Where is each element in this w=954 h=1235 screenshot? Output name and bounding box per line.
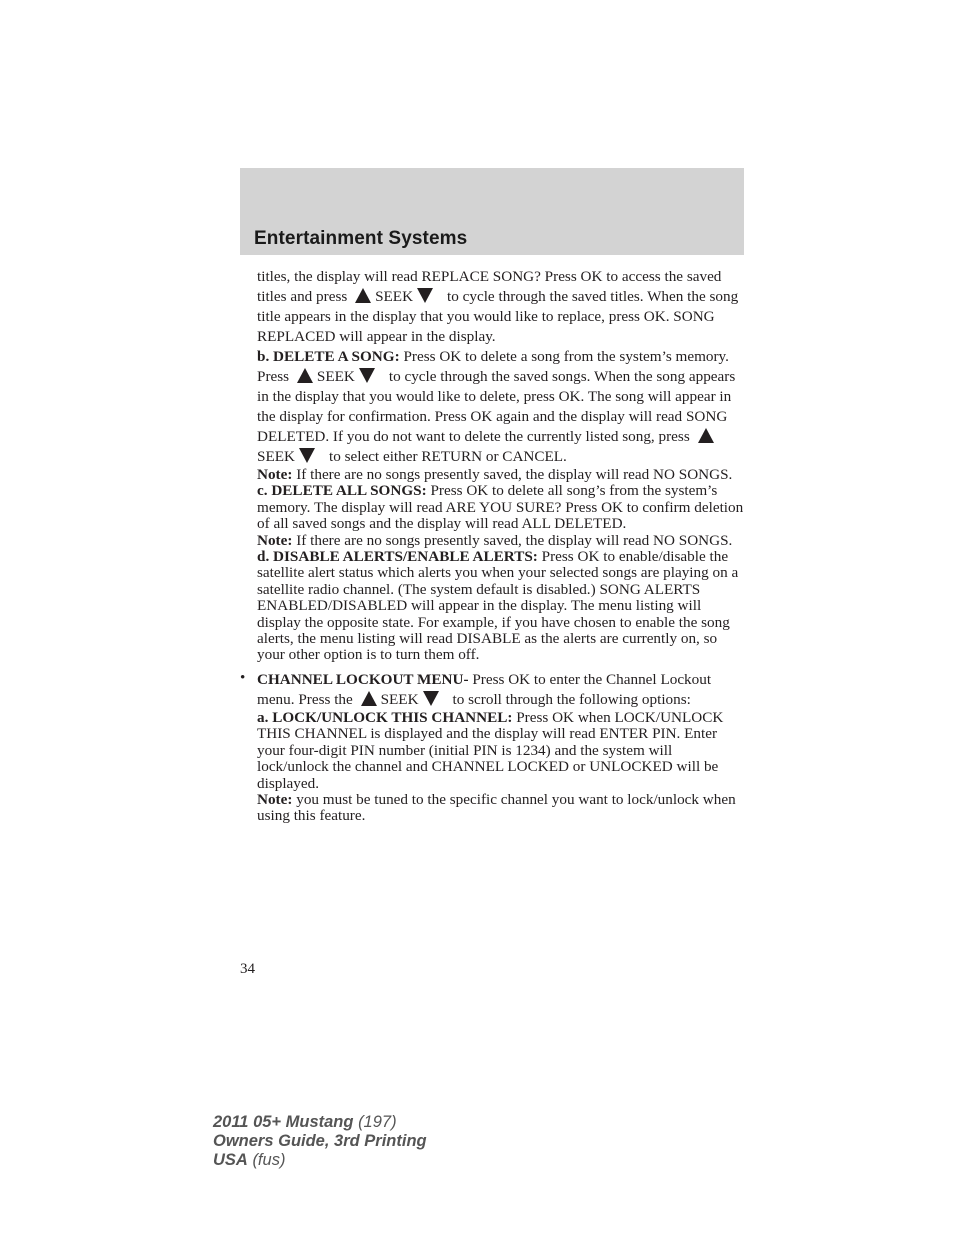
seek-up-arrow-icon [361,691,377,706]
paragraph-delete-song: b. DELETE A SONG: Press OK to delete a song from the system’s memory. Press SEEK to cycle through the saved songs. When the song appears in the display that you would like to delete, press OK. The song will appear in the display for confirmation. Press OK again and the display will read SONG DELETED. If you do not want to delete the currently listed song, press SEEK to select either RETURN or CANCEL. [257,348,736,465]
channel-lockout-heading: CHANNEL LOCKOUT MENU- [257,670,469,688]
note-paragraph: Note: If there are no songs presently saved, the display will read NO SONGS. [257,466,733,483]
paragraph-disable-alerts: d. DISABLE ALERTS/ENABLE ALERTS: Press OK to enable/disable the satellite alert status which alerts you when your selected songs are playing on a satellite radio channel. (The system default is disabled.) SONG ALERTS ENABLED/DISABLED will appear in the display. The menu listing will display the opposite state. For example, if you have chosen to enable the song alerts, the menu listing will read DISABLE as the alerts are currently on, so your other option is to turn them off. [257,548,739,664]
note-paragraph: Note: you must be tuned to the specific channel you want to lock/unlock when using this feature. [257,790,736,825]
channel-lockout-bullet [240,668,747,825]
seek-label: SEEK [257,448,295,465]
lock-unlock-heading: a. LOCK/UNLOCK THIS CHANNEL: [257,708,513,726]
seek-down-arrow-icon [299,448,315,463]
paragraph-replace-song: titles, the display will read REPLACE SONG? Press OK to access the saved titles and press SEEK to cycle through the saved titles. When the song title appears in the display that you would like to replace, press OK. SONG REPLACED will appear in the display. [257,268,739,345]
seek-label: SEEK [380,690,419,708]
seek-label: SEEK [316,368,355,385]
bullet-marker: • [240,668,246,686]
section-header-band [240,168,744,255]
footer-line-model: 2011 05+ Mustang (197) [213,1113,397,1131]
paragraph-lock-unlock: a. LOCK/UNLOCK THIS CHANNEL: Press OK when LOCK/UNLOCK THIS CHANNEL is displayed and the display will read ENTER PIN. Enter your four-digit PIN number (initial PIN is 1234) and the system will lock/unlock the channel and CHANNEL LOCKED or UNLOCKED will be displayed. [257,708,724,792]
footer-line-edition: Owners Guide, 3rd Printing [213,1132,427,1150]
note-paragraph: Note: If there are no songs presently saved, the display will read NO SONGS. [257,531,733,549]
note-label: Note: [257,531,293,549]
seek-down-arrow-icon [417,288,433,303]
note-label: Note: [257,790,293,808]
seek-down-arrow-icon [423,691,439,706]
seek-down-arrow-icon [359,368,375,383]
seek-up-arrow-icon [698,428,714,443]
section-title: Entertainment Systems [254,228,468,249]
document-footer [213,1113,427,1170]
note-label: Note: [257,466,293,483]
footer-line-market: USA (fus) [213,1151,286,1169]
seek-up-arrow-icon [297,368,313,383]
paragraph-delete-all-songs: c. DELETE ALL SONGS: Press OK to delete all song’s from the system’s memory. The display will read ARE YOU SURE? Press OK to confirm deletion of all saved songs and the display will read ALL DELETED. [257,482,744,533]
delete-song-heading: b. DELETE A SONG: [257,348,400,365]
disable-alerts-heading: d. DISABLE ALERTS/ENABLE ALERTS: [257,548,538,566]
page-number: 34 [240,961,255,977]
delete-all-songs-heading: c. DELETE ALL SONGS: [257,482,427,500]
page-body [240,267,747,825]
seek-label: SEEK [375,288,414,305]
seek-up-arrow-icon [355,288,371,303]
paragraph-channel-lockout: CHANNEL LOCKOUT MENU- Press OK to enter the Channel Lockout menu. Press the SEEK to scroll through the following options: [257,670,712,708]
